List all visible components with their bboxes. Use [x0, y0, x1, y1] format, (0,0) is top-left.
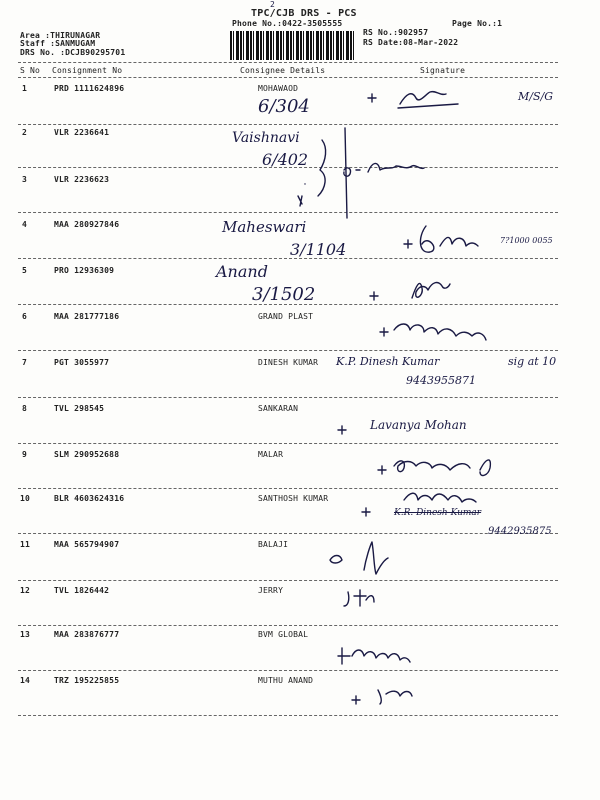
handwritten-phone: 7?1000 0055	[500, 236, 553, 245]
col-consignee: Consignee Details	[240, 66, 326, 75]
drs-number: DRS No. :DCJB90295701	[20, 48, 126, 57]
handwritten-phone: 9443955871	[406, 374, 476, 387]
row-sno: 8	[22, 404, 28, 413]
row-sno: 2	[22, 128, 28, 137]
row-divider	[18, 670, 558, 671]
row-sno: 3	[22, 175, 28, 184]
row-consignee: SANTHOSH KUMAR	[258, 494, 329, 503]
barcode	[230, 31, 355, 60]
handwritten-name: Anand	[216, 262, 268, 281]
row-sno: 4	[22, 220, 28, 229]
row-divider	[18, 488, 558, 489]
row-consignment: SLM 290952688	[54, 450, 120, 459]
rs-number: RS No.:902957	[363, 28, 429, 37]
handwritten-name: K.P. Dinesh Kumar	[336, 355, 440, 368]
handwritten-flat: 3/1104	[290, 240, 347, 259]
row-consignee: MUTHU ANAND	[258, 676, 314, 685]
divider	[18, 77, 558, 78]
row-consignee: DINESH KUMAR	[258, 358, 319, 367]
divider	[18, 62, 558, 63]
title-handwritten-mark: 2	[270, 0, 276, 9]
row-sno: 7	[22, 358, 28, 367]
row-consignment: BLR 4603624316	[54, 494, 125, 503]
row-consignment: VLR 2236641	[54, 128, 110, 137]
page-number: Page No.:1	[452, 19, 503, 28]
handwritten-flat: 6/402	[262, 150, 309, 169]
handwritten-mark: M/S/G	[518, 90, 553, 103]
row-sno: 6	[22, 312, 28, 321]
row-consignment: MAA 281777186	[54, 312, 120, 321]
handwritten-phone: 9442935875	[488, 526, 552, 537]
row-sno: 12	[20, 586, 31, 595]
staff-field: Staff :SANMUGAM	[20, 39, 96, 48]
row-consignment: PRD 1111624896	[54, 84, 125, 93]
row-consignee: SANKARAN	[258, 404, 299, 413]
row-divider	[18, 212, 558, 213]
row-consignee: GRAND PLAST	[258, 312, 314, 321]
row-divider	[18, 350, 558, 351]
rs-date: RS Date:08-Mar-2022	[363, 38, 459, 47]
row-divider	[18, 625, 558, 626]
row-consignment: MAA 280927846	[54, 220, 120, 229]
row-consignment: VLR 2236623	[54, 175, 110, 184]
row-consignment: MAA 283876777	[54, 630, 120, 639]
row-consignment: PGT 3055977	[54, 358, 110, 367]
row-consignment: TVL 1826442	[54, 586, 110, 595]
row-consignment: PRO 12936309	[54, 266, 115, 275]
row-divider	[18, 443, 558, 444]
phone-number: Phone No.:0422-3505555	[232, 19, 343, 28]
handwritten-name: K.R. Dinesh Kumar	[394, 508, 482, 518]
handwritten-flat: 6/304	[258, 96, 310, 117]
row-consignee: MOHAWAOD	[258, 84, 299, 93]
col-signature: Signature	[420, 66, 466, 75]
col-sno: S No	[20, 66, 41, 75]
row-divider	[18, 258, 558, 259]
handwritten-flat: 3/1502	[252, 284, 316, 305]
row-sno: 14	[20, 676, 31, 685]
row-divider	[18, 533, 558, 534]
row-consignment: MAA 565794907	[54, 540, 120, 549]
row-consignee: MALAR	[258, 450, 284, 459]
handwritten-note: sig at 10	[508, 355, 557, 368]
row-consignee: JERRY	[258, 586, 284, 595]
row-consignment: TVL 298545	[54, 404, 105, 413]
row-divider	[18, 715, 558, 716]
row-sno: 9	[22, 450, 28, 459]
row-consignee: BALAJI	[258, 540, 289, 549]
col-consignment: Consignment No	[52, 66, 123, 75]
row-sno: 10	[20, 494, 31, 503]
doc-title: TPC/CJB DRS - PCS	[251, 8, 357, 19]
row-divider	[18, 397, 558, 398]
handwritten-name: Maheswari	[222, 218, 307, 236]
row-divider	[18, 124, 558, 125]
row-divider	[18, 580, 558, 581]
handwritten-name: Lavanya Mohan	[370, 418, 467, 432]
handwritten-name: Vaishnavi	[232, 130, 300, 146]
row-sno: 13	[20, 630, 31, 639]
row-sno: 11	[20, 540, 31, 549]
area-field: Area :THIRUNAGAR	[20, 31, 101, 40]
row-sno: 5	[22, 266, 28, 275]
row-sno: 1	[22, 84, 28, 93]
row-consignee: BVM GLOBAL	[258, 630, 309, 639]
row-consignment: TRZ 195225855	[54, 676, 120, 685]
